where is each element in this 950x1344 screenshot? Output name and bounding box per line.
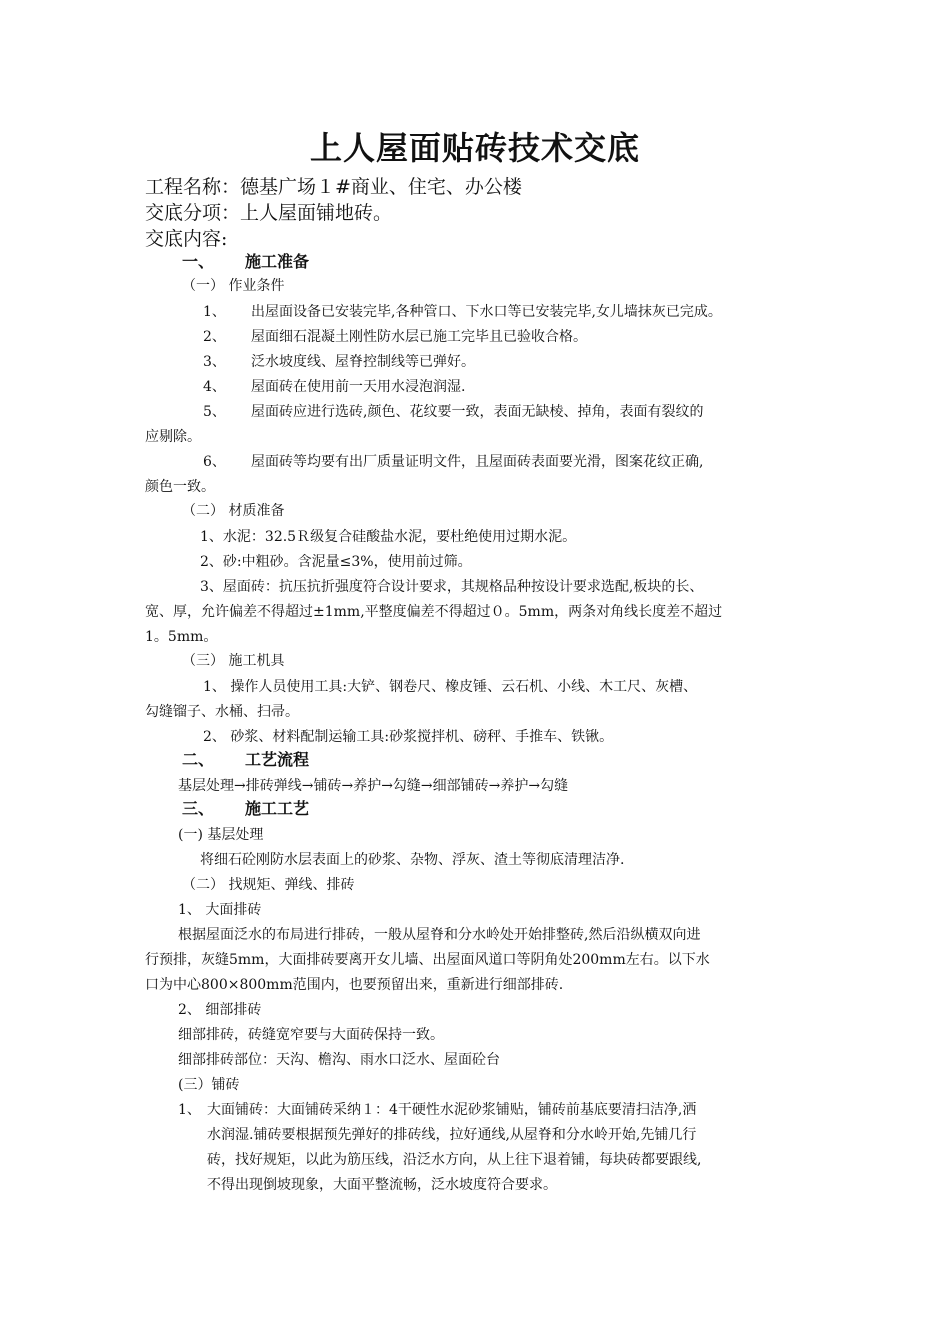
item-text-continued: 颜色一致。 <box>145 479 215 495</box>
document-title: 上人屋面贴砖技术交底 <box>309 129 640 167</box>
tool-item: 2、 砂浆、材料配制运输工具:砂浆搅拌机、磅秤、手推车、铁锹。 <box>203 729 614 745</box>
subsection-1-3-heading: （三） 施工机具 <box>182 653 285 669</box>
tool-item: 1、 操作人员使用工具:大铲、钢卷尺、橡皮锤、云石机、小线、木工尺、灰槽、 <box>203 679 698 695</box>
subsection-3-1-heading: (一) 基层处理 <box>178 827 264 843</box>
section-1-number: 一、 <box>182 252 215 271</box>
subsection-3-3-heading: (三）铺砖 <box>178 1077 240 1093</box>
paragraph-line: 不得出现倒坡现象，大面平整流畅，泛水坡度符合要求。 <box>207 1177 557 1193</box>
item-number: 2、 <box>203 329 226 345</box>
paragraph-line: 细部排砖，砖缝宽窄要与大面砖保持一致。 <box>178 1027 444 1043</box>
paragraph: 将细石砼刚防水层表面上的砂浆、杂物、浮灰、渣土等彻底清理洁净. <box>200 852 625 868</box>
item-text: 屋面细石混凝土刚性防水层已施工完毕且已验收合格。 <box>251 329 587 345</box>
paragraph-line: 细部排砖部位：天沟、檐沟、雨水口泛水、屋面砼台 <box>178 1052 500 1068</box>
paragraph-line: 根据屋面泛水的布局进行排砖，一般从屋脊和分水岭处开始排整砖,然后沿纵横双向进 <box>178 927 701 943</box>
paragraph-line: 行预排，灰缝5mm，大面排砖要离开女儿墙、出屋面风道口等阴角处200mm左右。以下水 <box>145 952 710 968</box>
numbered-heading: 2、 细部排砖 <box>178 1002 262 1018</box>
section-3-number: 三、 <box>182 799 215 818</box>
paragraph-line: 大面铺砖：大面铺砖采纳１：4干硬性水泥砂浆铺贴，铺砖前基底要清扫洁净,洒 <box>207 1102 697 1118</box>
item-number: 5、 <box>203 404 226 420</box>
item-text: 泛水坡度线、屋脊控制线等已弹好。 <box>251 354 475 370</box>
item-number: 1、 <box>178 1102 201 1118</box>
section-3-heading: 施工工艺 <box>245 799 310 818</box>
paragraph-line: 水润湿.铺砖要根据预先弹好的排砖线，拉好通线,从屋脊和分水岭开始,先铺几行 <box>207 1127 697 1143</box>
section-2-heading: 工艺流程 <box>245 750 310 769</box>
project-name-line: 工程名称：德基广场１#商业、住宅、办公楼 <box>145 176 522 198</box>
item-text: 屋面砖在使用前一天用水浸泡润湿. <box>251 379 466 395</box>
item-number: 4、 <box>203 379 226 395</box>
item-number: 6、 <box>203 454 226 470</box>
numbered-heading: 1、 大面排砖 <box>178 902 262 918</box>
paragraph-line: 口为中心800×800mm范围内，也要预留出来，重新进行细部排砖. <box>145 977 564 993</box>
material-item: 3、屋面砖：抗压抗折强度符合设计要求，其规格品种按设计要求选配,板块的长、 <box>200 579 704 595</box>
process-flow: 基层处理→排砖弹线→铺砖→养护→勾缝→细部铺砖→养护→勾缝 <box>178 778 569 794</box>
subsection-3-2-heading: （二） 找规矩、弹线、排砖 <box>182 877 355 893</box>
item-text: 出屋面设备已安装完毕,各种管口、下水口等已安装完毕,女儿墙抹灰已完成。 <box>251 304 722 320</box>
subsection-1-1-heading: （一） 作业条件 <box>182 278 285 294</box>
tool-item-continued: 勾缝镏子、水桶、扫帚。 <box>145 704 299 720</box>
subitem-line: 交底分项：上人屋面铺地砖。 <box>145 202 393 224</box>
material-item: 2、砂:中粗砂。含泥量≤3%，使用前过筛。 <box>200 554 472 570</box>
content-label: 交底内容: <box>145 228 228 250</box>
material-item-continued: 1。5mm。 <box>145 629 218 645</box>
item-number: 1、 <box>203 304 226 320</box>
subsection-1-2-heading: （二） 材质准备 <box>182 503 285 519</box>
item-text: 屋面砖应进行选砖,颜色、花纹要一致，表面无缺棱、掉角，表面有裂纹的 <box>251 404 704 420</box>
section-1-heading: 施工准备 <box>245 252 310 271</box>
item-text-continued: 应剔除。 <box>145 429 201 445</box>
material-item-continued: 宽、厚，允许偏差不得超过±1mm,平整度偏差不得超过０。5mm，两条对角线长度差不超过 <box>145 604 723 620</box>
item-text: 屋面砖等均要有出厂质量证明文件，且屋面砖表面要光滑，图案花纹正确, <box>251 454 704 470</box>
section-2-number: 二、 <box>182 750 215 769</box>
paragraph-line: 砖，找好规矩，以此为筋压线，沿泛水方向，从上往下退着铺，每块砖都要跟线, <box>207 1152 702 1168</box>
material-item: 1、水泥：32.5Ｒ级复合硅酸盐水泥，要杜绝使用过期水泥。 <box>200 529 577 545</box>
item-number: 3、 <box>203 354 226 370</box>
